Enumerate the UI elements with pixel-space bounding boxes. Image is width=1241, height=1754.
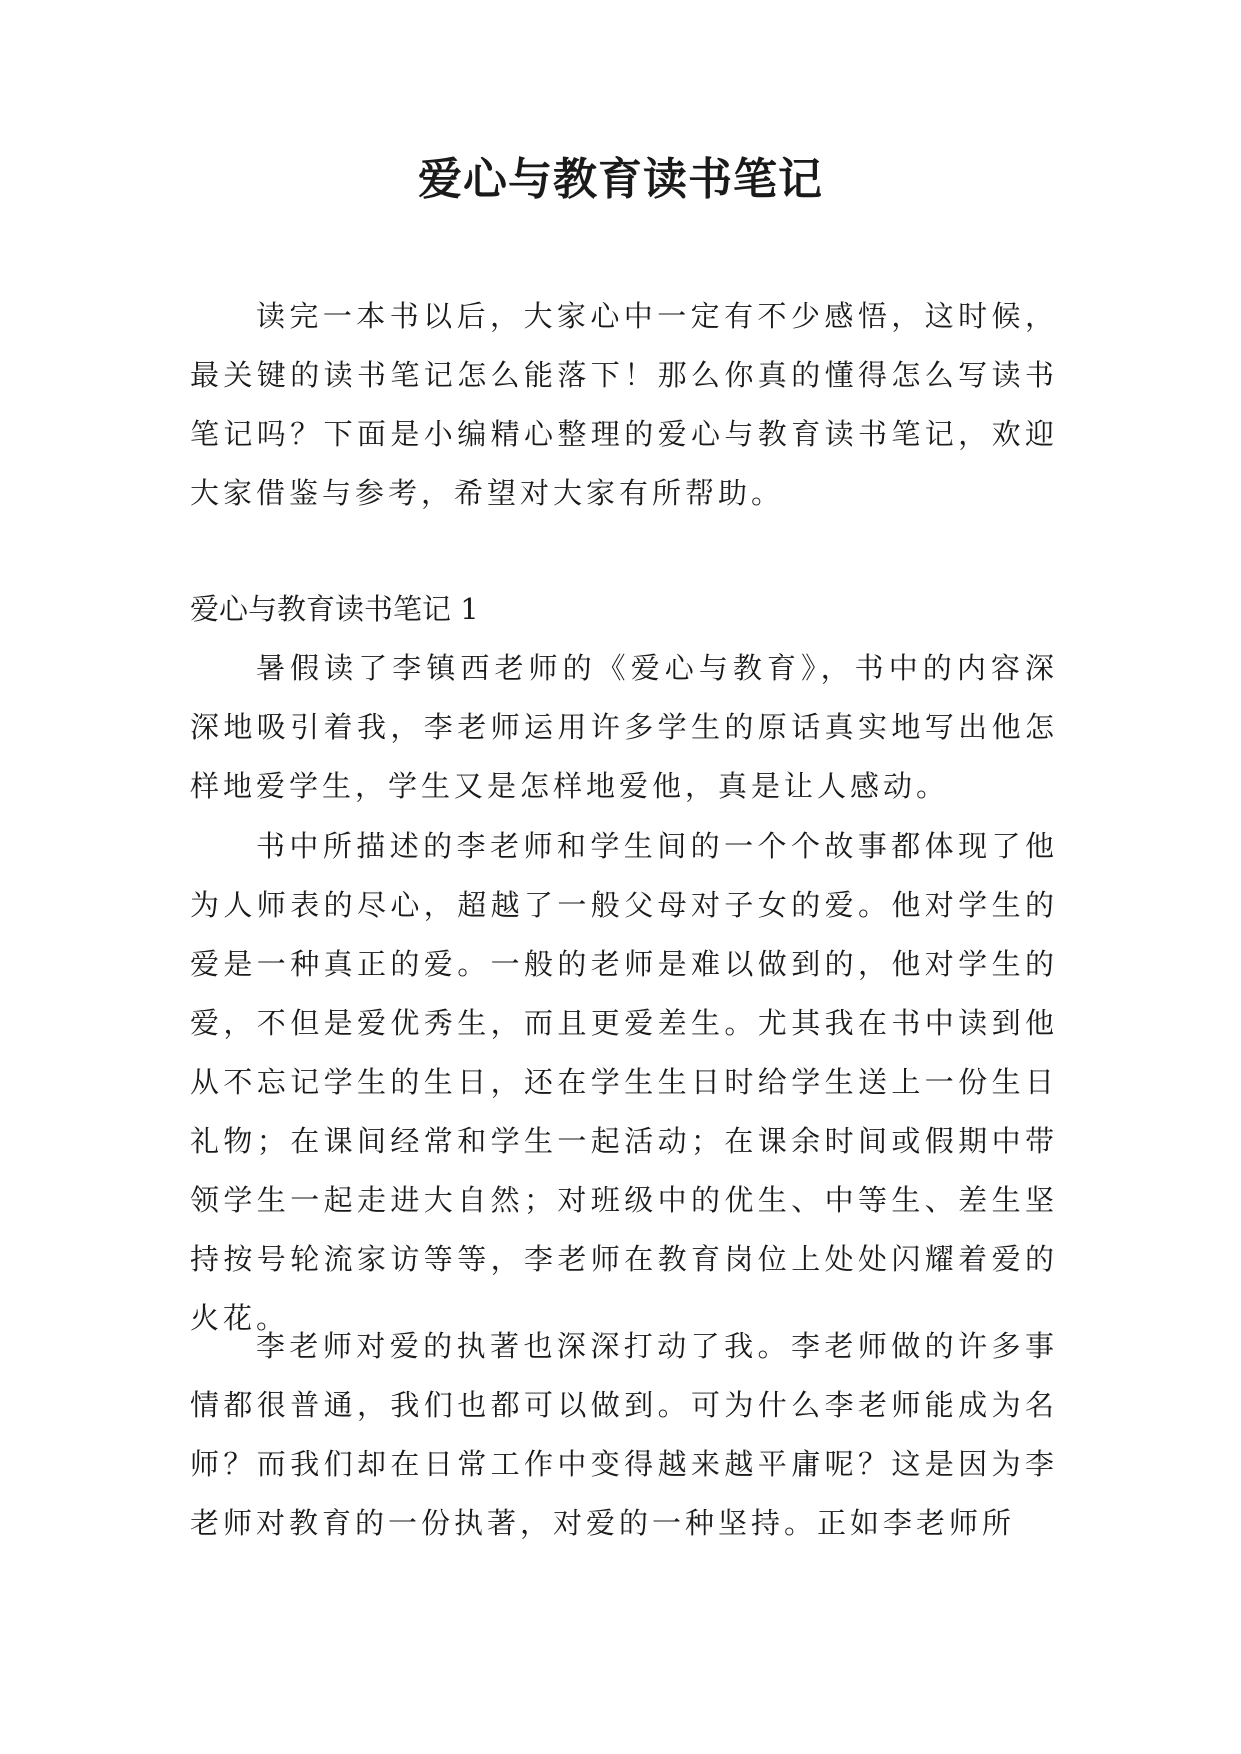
document-title: 爱心与教育读书笔记 xyxy=(418,154,823,205)
section-heading: 爱心与教育读书笔记 1 xyxy=(190,592,479,626)
intro-paragraph: 读完一本书以后，大家心中一定有不少感悟，这时候，最关键的读书笔记怎么能落下！那么你真的懂得怎么写读书笔记吗？下面是小编精心整理的爱心与教育读书笔记，欢迎大家借鉴与参考，希望对大家有所帮助。 xyxy=(190,299,1058,510)
body-paragraph: 李老师对爱的执著也深深打动了我。李老师做的许多事情都很普通，我们也都可以做到。可为什么李老师能成为名师？而我们却在日常工作中变得越来越平庸呢？这是因为李老师对教育的一份执著，对爱的一种坚持。正如李老师所 xyxy=(190,1329,1058,1540)
body-paragraph: 暑假读了李镇西老师的《爱心与教育》，书中的内容深深地吸引着我，李老师运用许多学生的原话真实地写出他怎样地爱学生，学生又是怎样地爱他，真是让人感动。 xyxy=(190,651,1058,803)
body-paragraph: 书中所描述的李老师和学生间的一个个故事都体现了他为人师表的尽心，超越了一般父母对子女的爱。他对学生的爱是一种真正的爱。一般的老师是难以做到的，他对学生的爱，不但是爱优秀生，而且更爱差生。尤其我在书中读到他从不忘记学生的生日，还在学生生日时给学生送上一份生日礼物；在课间经常和学生一起活动；在课余时间或假期中带领学生一起走进大自然；对班级中的优生、中等生、差生坚持按号轮流家访等等，李老师在教育岗位上处处闪耀着爱的火花。 xyxy=(190,829,1058,1335)
